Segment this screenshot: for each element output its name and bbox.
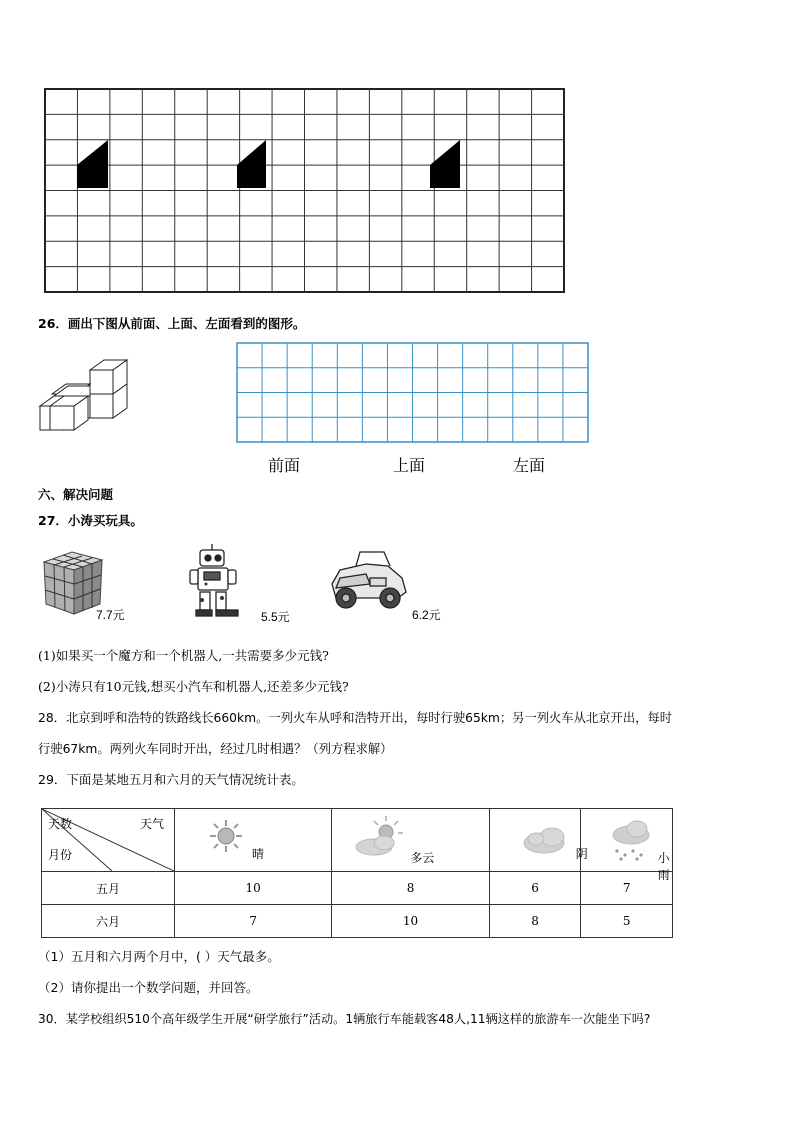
weather-table <box>41 808 673 938</box>
question-29: 29．下面是某地五月和六月的天气情况统计表。 <box>38 772 304 787</box>
question-29-sub1: （1）五月和六月两个月中，( ）天气最多。 <box>38 949 280 964</box>
weather-label-sunny: 晴 <box>252 847 265 861</box>
value-cell: 5 <box>581 905 673 938</box>
question-26: 26．画出下图从前面、上面、左面看到的图形。 <box>38 316 306 331</box>
value-cell: 7 <box>581 872 673 905</box>
weather-header-rain <box>581 809 673 882</box>
value-cell: 10 <box>332 905 489 938</box>
sun-icon <box>209 819 243 853</box>
weather-header-cloudy <box>332 809 489 872</box>
month-cell: 五月 <box>42 872 175 905</box>
question-27: 27．小涛买玩具。 <box>38 513 143 528</box>
weather-label-overcast: 阴 <box>575 847 588 861</box>
question-28-line1: 28．北京到呼和浩特的铁路线长660km。一列火车从呼和浩特开出，每时行驶65km；另一列火车从北京开出，每时 <box>38 711 673 725</box>
value-cell: 8 <box>332 872 489 905</box>
table-row <box>42 905 673 938</box>
partly-cloudy-icon <box>354 815 406 857</box>
cloud-icon <box>522 823 572 855</box>
cube-price: 7.7元 <box>96 608 125 622</box>
drawing-grid <box>236 342 590 444</box>
view-label-left: 左面 <box>513 456 546 475</box>
question-27-sub1: (1)如果买一个魔方和一个机器人,一共需要多少元钱? <box>38 648 329 663</box>
question-27-sub2: (2)小涛只有10元钱,想买小汽车和机器人,还差多少元钱? <box>38 679 349 694</box>
value-cell: 7 <box>175 905 332 938</box>
corner-weather-label: 天气 <box>139 817 164 831</box>
month-cell: 六月 <box>42 905 175 938</box>
question-29-sub2: （2）请你提出一个数学问题，并回答。 <box>38 980 259 995</box>
shape-1 <box>77 140 108 188</box>
corner-month-label: 月份 <box>48 848 73 862</box>
toy-car-image <box>326 548 410 614</box>
weather-label-cloudy: 多云 <box>410 851 435 865</box>
weather-label-rain: 小雨 <box>657 851 670 882</box>
section-title: 六、解决问题 <box>38 487 114 502</box>
question-28-line2: 行驶67km。两列火车同时开出，经过几时相遇？（列方程求解） <box>38 742 393 756</box>
view-label-front: 前面 <box>268 456 301 475</box>
car-price: 6.2元 <box>412 608 441 622</box>
weather-header-sunny <box>175 809 332 872</box>
table-corner-cell <box>42 809 175 872</box>
question-30: 30．某学校组织510个高年级学生开展“研学旅行”活动。1辆旅行车能载客48人,11辆这样的旅游车一次能坐下吗? <box>38 1012 651 1026</box>
value-cell: 8 <box>489 905 581 938</box>
weather-header-overcast <box>489 809 588 872</box>
rain-icon <box>609 817 655 863</box>
shape-2 <box>237 140 266 188</box>
view-label-top: 上面 <box>393 456 426 475</box>
value-cell: 6 <box>489 872 581 905</box>
cube-stack-figure <box>38 356 130 436</box>
rubiks-cube-image <box>42 548 104 616</box>
robot-price: 5.5元 <box>261 610 290 624</box>
robot-toy-image <box>186 544 260 620</box>
table-row <box>42 872 673 905</box>
top-grid <box>44 88 566 294</box>
corner-days-label: 天数 <box>48 817 73 831</box>
value-cell: 10 <box>175 872 332 905</box>
